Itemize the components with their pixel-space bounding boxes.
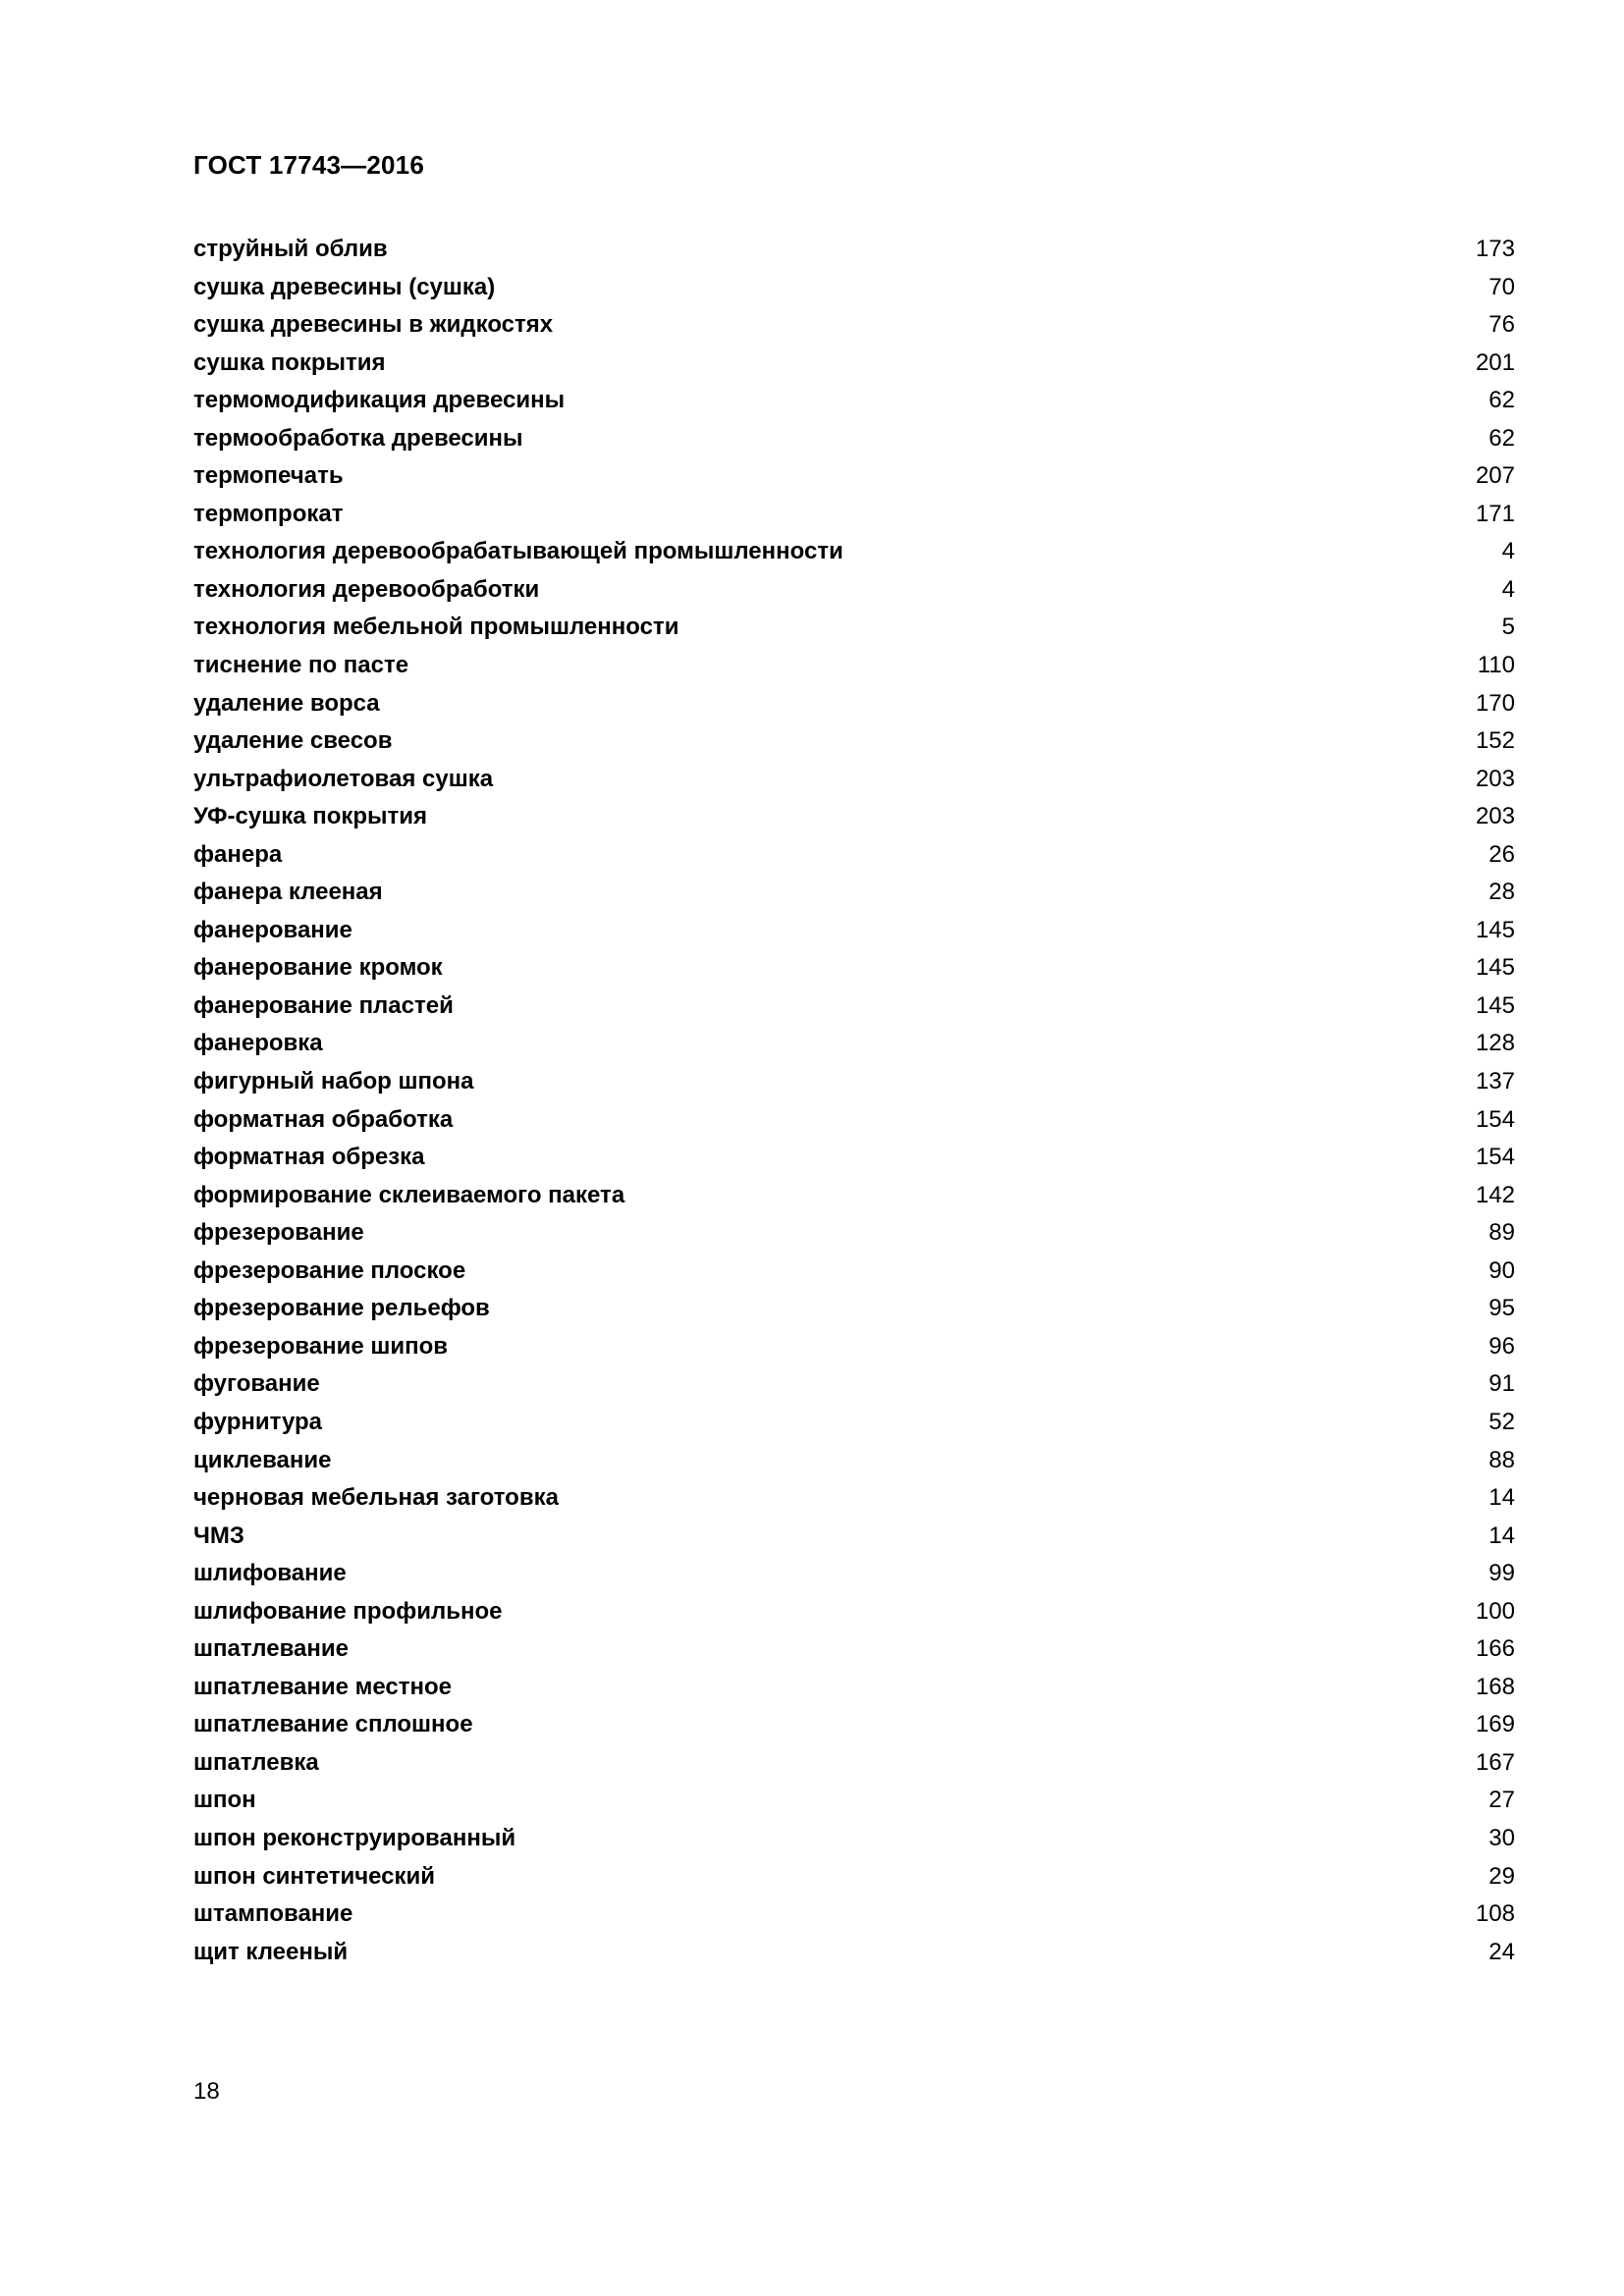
index-entry-row	[193, 685, 1515, 723]
index-entry-row	[193, 1290, 1515, 1328]
index-term: фанера клееная	[193, 879, 383, 906]
document-header: ГОСТ 17743—2016	[193, 150, 424, 180]
index-term-number: 145	[1475, 954, 1515, 982]
index-term: сушка древесины в жидкостях	[193, 311, 554, 339]
index-term: фрезерование шипов	[193, 1332, 449, 1360]
index-term: удаление ворса	[193, 689, 380, 717]
index-entry-row	[193, 874, 1515, 912]
index-term: технология деревообрабатывающей промышленности	[193, 538, 843, 565]
index-term: шпатлевание сплошное	[193, 1711, 473, 1738]
index-entry-row	[193, 420, 1515, 458]
index-term-number: 88	[1489, 1446, 1515, 1473]
index-term-number: 30	[1489, 1824, 1515, 1851]
index-entry-row	[193, 345, 1515, 383]
index-term: фурнитура	[193, 1408, 323, 1435]
index-term-number: 52	[1489, 1408, 1515, 1435]
index-entry-row	[193, 306, 1515, 345]
index-entry-row	[193, 1404, 1515, 1442]
index-term-number: 154	[1475, 1144, 1515, 1171]
index-term-number: 95	[1489, 1295, 1515, 1322]
index-term-number: 29	[1489, 1862, 1515, 1890]
index-term: фрезерование рельефов	[193, 1295, 490, 1322]
index-term-number: 145	[1475, 991, 1515, 1019]
index-term: тиснение по пасте	[193, 652, 409, 679]
index-entry-row	[193, 496, 1515, 534]
index-term: фанерование пластей	[193, 991, 454, 1019]
index-entry-row	[193, 382, 1515, 420]
index-entry-row	[193, 533, 1515, 571]
index-entry-row	[193, 722, 1515, 761]
index-term-number: 203	[1475, 803, 1515, 830]
index-entry-row	[193, 609, 1515, 647]
index-term-number: 26	[1489, 840, 1515, 868]
index-entry-row	[193, 949, 1515, 988]
page-number: 18	[193, 2078, 220, 2105]
index-term-number: 173	[1475, 236, 1515, 262]
index-term-number: 154	[1475, 1105, 1515, 1133]
index-term: щит клееный	[193, 1938, 349, 1965]
term-index-list	[193, 231, 1515, 1971]
index-entry-row	[193, 1782, 1515, 1820]
index-entry-row	[193, 988, 1515, 1026]
index-term: ультрафиолетовая сушка	[193, 765, 494, 792]
index-term-number: 24	[1489, 1938, 1515, 1965]
index-term-number: 14	[1489, 1484, 1515, 1512]
index-term-number: 168	[1475, 1673, 1515, 1700]
index-term: форматная обработка	[193, 1105, 454, 1133]
index-term: шпатлевание	[193, 1635, 349, 1663]
index-term-number: 166	[1475, 1635, 1515, 1663]
index-term-number: 90	[1489, 1256, 1515, 1284]
index-entry-row	[193, 231, 1515, 269]
index-term: шлифование профильное	[193, 1597, 503, 1625]
index-term: циклевание	[193, 1446, 332, 1473]
index-term-number: 89	[1489, 1219, 1515, 1247]
index-term: шлифование	[193, 1560, 347, 1587]
index-term-number: 96	[1489, 1332, 1515, 1360]
index-term: технология деревообработки	[193, 575, 540, 603]
index-term: шпон реконструированный	[193, 1824, 516, 1851]
index-entry-row	[193, 1214, 1515, 1253]
index-entry-row	[193, 647, 1515, 685]
index-term-number: 128	[1475, 1030, 1515, 1057]
index-term: термопрокат	[193, 500, 344, 527]
index-entry-row	[193, 912, 1515, 950]
index-term-number: 108	[1475, 1900, 1515, 1928]
index-entry-row	[193, 1934, 1515, 1972]
index-term: струйный облив	[193, 236, 388, 262]
index-entry-row	[193, 1442, 1515, 1480]
index-term-number: 5	[1501, 614, 1515, 641]
index-term-number: 170	[1475, 689, 1515, 717]
index-term-number: 145	[1475, 916, 1515, 943]
index-term: фрезерование	[193, 1219, 364, 1247]
index-term: сушка древесины (сушка)	[193, 273, 496, 300]
index-entry-row	[193, 269, 1515, 307]
index-term-number: 167	[1475, 1748, 1515, 1776]
index-entry-row	[193, 1630, 1515, 1669]
index-entry-row	[193, 798, 1515, 836]
index-term-number: 62	[1489, 424, 1515, 452]
index-term-number: 76	[1489, 311, 1515, 339]
index-entry-row	[193, 836, 1515, 875]
index-term: шпатлевка	[193, 1748, 319, 1776]
index-entry-row	[193, 1063, 1515, 1101]
index-entry-row	[193, 571, 1515, 610]
index-term: фанерование кромок	[193, 954, 443, 982]
index-term-number: 27	[1489, 1787, 1515, 1814]
index-term-number: 100	[1475, 1597, 1515, 1625]
index-entry-row	[193, 1593, 1515, 1631]
index-term-number: 171	[1475, 500, 1515, 527]
index-term: фанеровка	[193, 1030, 323, 1057]
index-entry-row	[193, 1896, 1515, 1934]
index-term: фанерование	[193, 916, 352, 943]
index-term: шпатлевание местное	[193, 1673, 453, 1700]
index-term: фугование	[193, 1370, 320, 1398]
index-term: удаление свесов	[193, 727, 393, 755]
index-term-number: 110	[1477, 652, 1515, 679]
index-term-number: 201	[1475, 348, 1515, 376]
index-term: ЧМЗ	[193, 1522, 244, 1549]
index-term: форматная обрезка	[193, 1144, 425, 1171]
index-term: фигурный набор шпона	[193, 1068, 474, 1095]
index-term-number: 152	[1475, 727, 1515, 755]
index-entry-row	[193, 1669, 1515, 1707]
index-entry-row	[193, 761, 1515, 799]
index-term: термообработка древесины	[193, 424, 523, 452]
index-term: термомодификация древесины	[193, 387, 566, 414]
index-entry-row	[193, 1328, 1515, 1366]
index-term-number: 14	[1489, 1522, 1515, 1549]
index-entry-row	[193, 1253, 1515, 1291]
index-entry-row	[193, 1025, 1515, 1063]
index-term: фанера	[193, 840, 283, 868]
index-term-number: 137	[1475, 1068, 1515, 1095]
index-term-number: 91	[1489, 1370, 1515, 1398]
index-entry-row	[193, 1706, 1515, 1744]
index-term: шпон	[193, 1787, 256, 1814]
index-entry-row	[193, 1744, 1515, 1783]
index-entry-row	[193, 457, 1515, 496]
index-entry-row	[193, 1177, 1515, 1215]
index-term-number: 142	[1475, 1181, 1515, 1208]
index-term-number: 4	[1501, 538, 1515, 565]
index-term: технология мебельной промышленности	[193, 614, 679, 641]
index-term-number: 70	[1489, 273, 1515, 300]
index-term-number: 99	[1489, 1560, 1515, 1587]
index-entry-row	[193, 1139, 1515, 1177]
index-term: формирование склеиваемого пакета	[193, 1181, 625, 1208]
index-entry-row	[193, 1820, 1515, 1858]
index-entry-row	[193, 1365, 1515, 1404]
index-term-number: 169	[1475, 1711, 1515, 1738]
index-term: фрезерование плоское	[193, 1256, 466, 1284]
index-term: УФ-сушка покрытия	[193, 803, 428, 830]
index-entry-row	[193, 1101, 1515, 1140]
index-term: сушка покрытия	[193, 348, 386, 376]
index-entry-row	[193, 1479, 1515, 1518]
index-term-number: 207	[1475, 462, 1515, 490]
index-term: шпон синтетический	[193, 1862, 436, 1890]
index-entry-row	[193, 1858, 1515, 1896]
index-term: штампование	[193, 1900, 353, 1928]
index-entry-row	[193, 1518, 1515, 1556]
index-term-number: 4	[1501, 575, 1515, 603]
index-term-number: 28	[1489, 879, 1515, 906]
index-term: черновая мебельная заготовка	[193, 1484, 559, 1512]
index-term-number: 62	[1489, 387, 1515, 414]
index-term-number: 203	[1475, 765, 1515, 792]
index-term: термопечать	[193, 462, 344, 490]
index-entry-row	[193, 1555, 1515, 1593]
